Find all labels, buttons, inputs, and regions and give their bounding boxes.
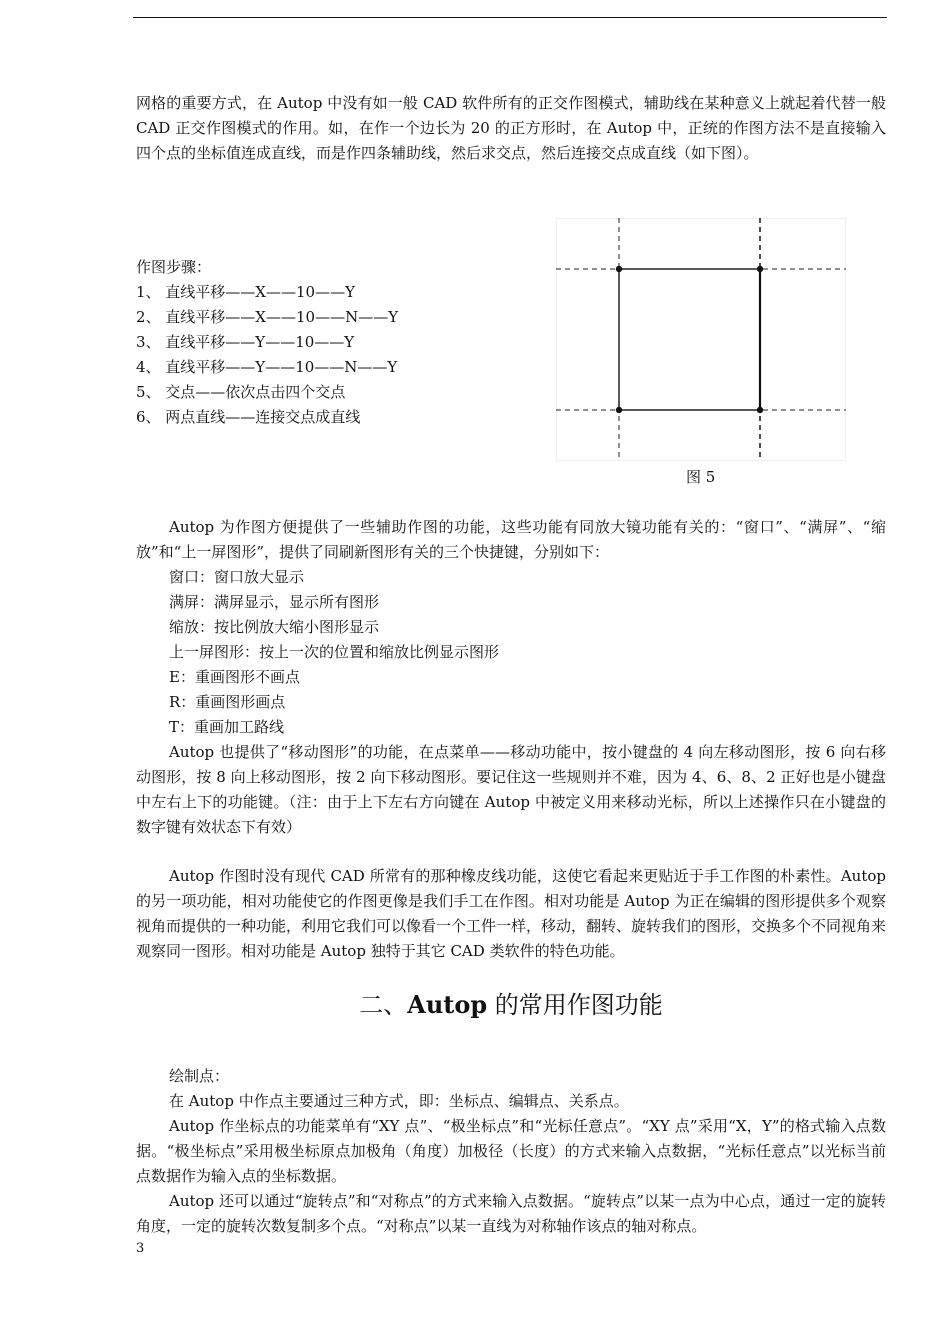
- shortcut-item: R：重画图形画点: [169, 693, 286, 711]
- rotate-symmetric-paragraph: Autop 还可以通过“旋转点”和“对称点”的方式来输入点数据。“旋转点”以某一点为中心点，通过一定的旋转角度，一定的旋转次数复制多个点。“对称点”以某一直线为对称轴作该点的轴对称点。: [136, 1192, 886, 1235]
- figure-frame: [557, 219, 846, 461]
- intersection-point: [616, 407, 622, 413]
- step-item: 2、 直线平移——X——10——N——Y: [136, 308, 399, 326]
- step-item: 5、 交点——依次点击四个交点: [136, 383, 346, 401]
- shortcut-item: 上一屏图形：按上一次的位置和缩放比例显示图形: [169, 643, 500, 661]
- section-auxiliary-functions: [136, 515, 886, 840]
- heading-prefix: 二、: [359, 991, 408, 1019]
- square-construction-figure: [556, 218, 846, 461]
- header-rule: [133, 17, 887, 18]
- draw-points-label: 绘制点：: [169, 1067, 230, 1085]
- shortcut-item: T：重画加工路线: [169, 718, 285, 736]
- section-heading: [136, 987, 886, 1023]
- drawing-steps: [136, 255, 398, 430]
- shortcut-item: 缩放：按比例放大缩小图形显示: [169, 618, 380, 636]
- square-outline: [619, 269, 760, 410]
- shortcut-item: 窗口：窗口放大显示: [169, 568, 305, 586]
- shortcut-item: E：重画图形不画点: [169, 668, 300, 686]
- step-item: 3、 直线平移——Y——10——Y: [136, 333, 355, 351]
- step-item: 6、 两点直线——连接交点成直线: [136, 408, 361, 426]
- intersection-point: [757, 266, 763, 272]
- step-item: 4、 直线平移——Y——10——N——Y: [136, 358, 398, 376]
- heading-bold: Autop: [407, 990, 488, 1019]
- relative-function-paragraph: Autop 作图时没有现代 CAD 所常有的那种橡皮线功能，这使它看起来更贴近于手工作图的朴素性。Autop 的另一项功能，相对功能使它的作图更像是我们手工在作图。相对功能是 Autop 为正在编辑的图形提供多个观察视角而提供的一种功能，利用它我们可以像看一个工件一样，移动，翻转、旋转我们的图形，交换多个不同视角来观察同一图形。相对功能是 Autop 独特于其它 CAD 类软件的特色功能。: [136, 867, 887, 960]
- step-item: 1、 直线平移——X——10——Y: [136, 283, 355, 301]
- intro-paragraph: 网格的重要方式，在 Autop 中没有如一般 CAD 软件所有的正交作图模式，辅助线在某种意义上就起着代替一般 CAD 正交作图模式的作用。如，在作一个边长为 20 的正方形时，在 Autop 中，正统的作图方法不是直接输入四个点的坐标值连成直线，而是作四条辅助线，然后求交点，然后连接交点成直线（如下图）。: [136, 94, 886, 162]
- shortcut-item: 满屏：满屏显示，显示所有图形: [169, 593, 380, 611]
- coordinate-points-paragraph: Autop 作坐标点的功能菜单有“XY 点”、“极坐标点”和“光标任意点”。“XY 点”采用“X，Y”的格式输入点数据。“极坐标点”采用极坐标原点加极角（角度）加极径（长度）的方式来输入点数据，“光标任意点”以光标当前点数据作为输入点的坐标数据。: [136, 1117, 886, 1185]
- intersection-point: [616, 266, 622, 272]
- page-number: 3: [136, 1241, 145, 1256]
- intro-block: [136, 91, 886, 166]
- intersection-point: [757, 407, 763, 413]
- move-graphics-paragraph: Autop 也提供了“移动图形”的功能，在点菜单——移动功能中，按小键盘的 4 向左移动图形，按 6 向右移动图形，按 8 向上移动图形，按 2 向下移动图形。要记住这一些规则并不难，因为 4、6、8、2 正好也是小键盘中左右上下的功能键。（注：由于上下左右方向键在 Autop 中被定义用来移动光标，所以上述操作只在小键盘的数字键有效状态下有效）: [136, 743, 886, 836]
- draw-points-paragraph: 在 Autop 中作点主要通过三种方式，即：坐标点、编辑点、关系点。: [169, 1092, 629, 1110]
- heading-suffix: 的常用作图功能: [487, 991, 663, 1019]
- auxiliary-paragraph: Autop 为作图方便提供了一些辅助作图的功能，这些功能有同放大镜功能有关的：“窗口”、“满屏”、“缩放”和“上一屏图形”，提供了同刷新图形有关的三个快捷键，分别如下：: [136, 518, 886, 561]
- section-draw-points: [136, 1064, 886, 1239]
- figure-caption: 图 5: [686, 468, 716, 486]
- steps-title: 作图步骤：: [136, 258, 212, 276]
- section-relative-function: [136, 864, 886, 964]
